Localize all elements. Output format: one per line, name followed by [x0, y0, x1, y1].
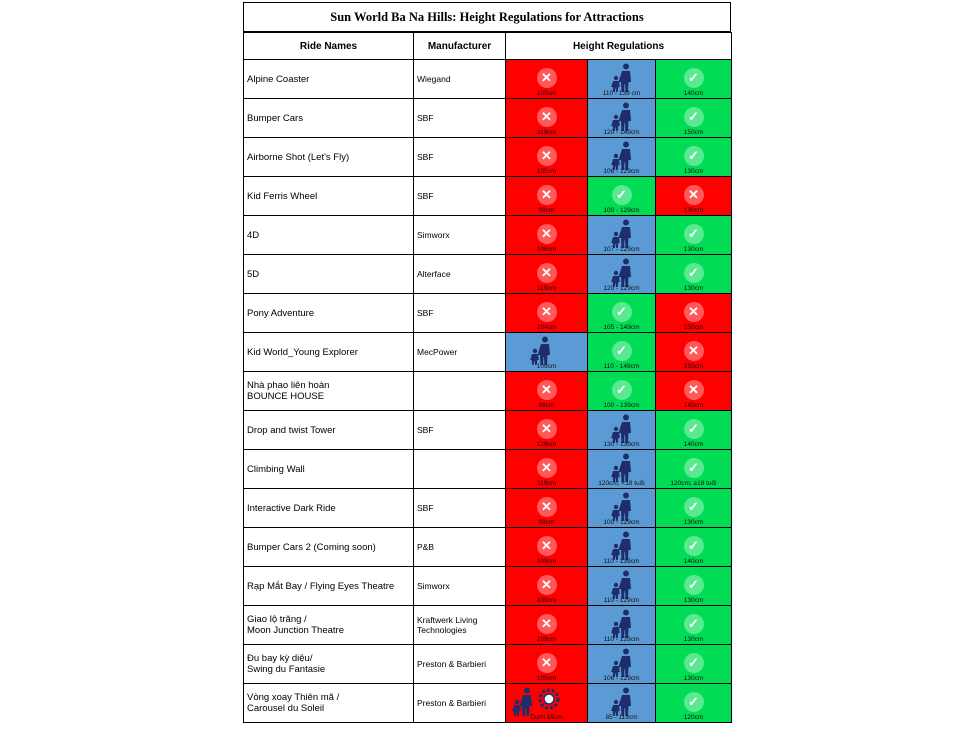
height-label: 140cm	[683, 441, 704, 448]
adult-child-icon	[609, 414, 635, 444]
height-label: 120 - 129cm	[603, 285, 640, 292]
x-icon: ✕	[684, 341, 704, 361]
regulation-cell-red	[506, 606, 588, 645]
ride-name-line: Kid World_Young Explorer	[247, 346, 358, 358]
regulation-cell-green	[656, 489, 732, 528]
regulation-cell-green	[656, 606, 732, 645]
header-row	[244, 33, 732, 60]
check-icon: ✓	[612, 380, 632, 400]
regulation-cell-red	[506, 450, 588, 489]
manufacturer-cell	[414, 60, 506, 99]
ride-name-line-2: BOUNCE HOUSE	[247, 391, 325, 402]
height-label: 110 - 139cm	[603, 558, 640, 565]
ride-name	[244, 372, 414, 411]
manufacturer-cell	[414, 216, 506, 255]
ride-name-line: Rạp Mắt Bay / Flying Eyes Theatre	[247, 580, 395, 592]
height-label: 119cm	[536, 480, 557, 487]
x-icon: ✕	[684, 302, 704, 322]
regulation-cell-red	[506, 684, 588, 723]
manufacturer-line: Preston & Barbieri	[417, 698, 486, 708]
regulations-table	[243, 32, 732, 723]
regulation-cell-blue	[588, 411, 656, 450]
adult-child-icon	[609, 63, 635, 93]
check-icon: ✓	[684, 68, 704, 88]
manufacturer-line: Wiegand	[417, 74, 451, 84]
table-row	[244, 372, 732, 411]
ride-name-line-2: Moon Junction Theatre	[247, 625, 344, 636]
regulation-cell-blue	[588, 606, 656, 645]
regulation-cell-red	[656, 294, 732, 333]
table-row	[244, 255, 732, 294]
height-label: 150cm	[683, 129, 704, 136]
ride-name-line: 5D	[247, 268, 260, 280]
height-label: 106 - 129cm	[603, 675, 640, 682]
regulation-cell-blue	[588, 645, 656, 684]
height-label: 105cm	[536, 675, 557, 682]
check-icon: ✓	[612, 341, 632, 361]
ride-name	[244, 333, 414, 372]
regulation-cell-red	[506, 411, 588, 450]
height-label: Dưới 85cm	[530, 714, 563, 721]
x-icon: ✕	[537, 380, 557, 400]
x-icon: ✕	[684, 185, 704, 205]
manufacturer-cell	[414, 177, 506, 216]
manufacturer-line: Alterface	[417, 269, 451, 279]
ride-name	[244, 60, 414, 99]
regulation-cell-red	[506, 489, 588, 528]
manufacturer-line: SBF	[417, 308, 434, 318]
regulation-cell-blue	[506, 333, 588, 372]
manufacturer-cell	[414, 294, 506, 333]
ride-name-line: Bumper Cars	[247, 112, 303, 124]
adult-child-icon	[609, 609, 635, 639]
manufacturer-cell	[414, 99, 506, 138]
table-row	[244, 99, 732, 138]
x-icon: ✕	[684, 380, 704, 400]
regulation-cell-red	[506, 567, 588, 606]
x-icon: ✕	[537, 575, 557, 595]
height-label: 109cm	[536, 597, 557, 604]
ride-name-line: Pony Adventure	[247, 307, 315, 319]
height-label: 110 - 139 cm	[602, 90, 641, 97]
table-row	[244, 216, 732, 255]
regulation-cell-green	[656, 60, 732, 99]
height-label: 109cm	[536, 90, 557, 97]
height-label: 110 - 149cm	[603, 363, 640, 370]
height-label: 120cm; ≥18 tuổi	[670, 480, 717, 487]
height-label: 130cm	[683, 519, 704, 526]
regulation-cell-red	[506, 294, 588, 333]
ride-name	[244, 216, 414, 255]
height-label: 109cm	[536, 558, 557, 565]
regulation-cell-blue	[588, 60, 656, 99]
height-label: 140cm	[683, 90, 704, 97]
table-row	[244, 684, 732, 723]
adult-child-icon	[609, 453, 635, 483]
ride-name-line: Bumper Cars 2 (Coming soon)	[247, 541, 376, 553]
ride-name-line: Nhà phao liên hoàn	[247, 380, 330, 391]
x-icon: ✕	[537, 146, 557, 166]
adult-child-icon	[528, 336, 554, 366]
regulation-cell-green	[656, 450, 732, 489]
regulation-cell-blue	[588, 684, 656, 723]
manufacturer-line: SBF	[417, 425, 434, 435]
table-row	[244, 645, 732, 684]
regulation-cell-green	[588, 333, 656, 372]
ride-name	[244, 99, 414, 138]
height-label: 110 - 129cm	[603, 636, 640, 643]
check-icon: ✓	[684, 458, 704, 478]
check-icon: ✓	[684, 263, 704, 283]
ride-name-line: Kid Ferris Wheel	[247, 190, 318, 202]
regulation-cell-blue	[588, 450, 656, 489]
manufacturer-cell	[414, 684, 506, 723]
adult-child-icon	[609, 648, 635, 678]
height-label: 107 - 129cm	[603, 246, 640, 253]
ride-name	[244, 294, 414, 333]
manufacturer-cell	[414, 372, 506, 411]
height-regulations-sheet	[243, 2, 731, 723]
height-label: 106cm	[536, 246, 557, 253]
height-label: 100 - 129cm	[603, 519, 640, 526]
regulation-cell-green	[656, 684, 732, 723]
adult-child-icon	[609, 258, 635, 288]
height-label: 120cm; <18 tuổi	[598, 480, 645, 487]
regulation-cell-blue	[588, 489, 656, 528]
adult-child-icon	[609, 219, 635, 249]
x-icon: ✕	[537, 263, 557, 283]
height-label: 100 - 139cm	[603, 402, 640, 409]
ride-name	[244, 489, 414, 528]
table-row	[244, 450, 732, 489]
regulation-cell-red	[506, 372, 588, 411]
check-icon: ✓	[684, 536, 704, 556]
ride-name-line: Alpine Coaster	[247, 73, 310, 85]
height-label: 99cm	[538, 402, 555, 409]
table-row	[244, 489, 732, 528]
height-label: 150cm	[683, 324, 704, 331]
check-icon: ✓	[684, 419, 704, 439]
ride-name-line: Airborne Shot (Let's Fly)	[247, 151, 350, 163]
height-label: 140cm	[683, 402, 704, 409]
regulation-cell-red	[656, 333, 732, 372]
ride-name	[244, 528, 414, 567]
height-label: 109cm	[536, 636, 557, 643]
ride-name	[244, 645, 414, 684]
manufacturer-cell	[414, 528, 506, 567]
manufacturer-line: SBF	[417, 503, 434, 513]
ride-name-line: Interactive Dark Ride	[247, 502, 336, 514]
adult-child-icon	[609, 492, 635, 522]
height-label: 130cm	[683, 597, 704, 604]
x-icon: ✕	[537, 614, 557, 634]
manufacturer-cell	[414, 606, 506, 645]
adult-child-icon	[510, 687, 536, 717]
height-label: 110 - 129cm	[603, 597, 640, 604]
x-icon: ✕	[537, 107, 557, 127]
check-icon: ✓	[684, 692, 704, 712]
regulation-cell-green	[656, 216, 732, 255]
table-row	[244, 294, 732, 333]
height-label: 119cm	[536, 129, 557, 136]
regulation-cell-red	[506, 60, 588, 99]
manufacturer-cell	[414, 567, 506, 606]
x-icon: ✕	[537, 224, 557, 244]
height-label: 130cm	[683, 675, 704, 682]
manufacturer-cell	[414, 138, 506, 177]
manufacturer-cell	[414, 645, 506, 684]
table-row	[244, 567, 732, 606]
manufacturer-cell	[414, 255, 506, 294]
ride-name-line: Vòng xoay Thiên mã /	[247, 692, 340, 703]
regulation-cell-blue	[588, 255, 656, 294]
ride-name-line: 4D	[247, 229, 260, 241]
height-label: 104cm	[536, 324, 557, 331]
regulation-cell-blue	[588, 567, 656, 606]
regulation-cell-red	[656, 177, 732, 216]
height-label: 130cm	[683, 207, 704, 214]
ride-name-line: Giao lộ trăng /	[247, 614, 307, 625]
check-icon: ✓	[684, 653, 704, 673]
table-row	[244, 60, 732, 99]
carousel-icon	[534, 686, 564, 712]
regulation-cell-red	[506, 528, 588, 567]
ride-name	[244, 606, 414, 645]
x-icon: ✕	[537, 458, 557, 478]
height-label: 119cm	[536, 285, 557, 292]
height-label: 99cm	[538, 519, 555, 526]
manufacturer-line: P&B	[417, 542, 435, 552]
regulation-cell-red	[506, 177, 588, 216]
check-icon: ✓	[612, 185, 632, 205]
manufacturer-line: MecPower	[417, 347, 458, 357]
ride-name	[244, 255, 414, 294]
height-label: 109cm	[536, 363, 557, 370]
regulation-cell-red	[506, 138, 588, 177]
manufacturer-line: SBF	[417, 152, 434, 162]
regulation-cell-red	[506, 216, 588, 255]
height-label: 130cm	[683, 285, 704, 292]
manufacturer-line: Preston & Barbieri	[417, 659, 486, 669]
check-icon: ✓	[684, 614, 704, 634]
height-label: 99cm	[538, 207, 555, 214]
ride-name-line: Climbing Wall	[247, 463, 305, 475]
check-icon: ✓	[684, 575, 704, 595]
regulation-cell-green	[656, 645, 732, 684]
x-icon: ✕	[537, 68, 557, 88]
table-row	[244, 333, 732, 372]
manufacturer-line: Kraftwerk Living	[417, 615, 478, 625]
height-label: 130cm	[683, 636, 704, 643]
regulation-cell-red	[506, 255, 588, 294]
height-label: 105 - 149cm	[603, 324, 640, 331]
x-icon: ✕	[537, 419, 557, 439]
height-label: 106 - 129cm	[603, 168, 640, 175]
adult-child-icon	[609, 687, 635, 717]
ride-name-line: Drop and twist Tower	[247, 424, 336, 436]
x-icon: ✕	[537, 185, 557, 205]
table-row	[244, 138, 732, 177]
height-label: 140cm	[683, 558, 704, 565]
ride-name	[244, 567, 414, 606]
regulation-cell-green	[588, 372, 656, 411]
height-label: 105cm	[536, 168, 557, 175]
table-row	[244, 606, 732, 645]
ride-name	[244, 411, 414, 450]
manufacturer-cell	[414, 411, 506, 450]
regulation-cell-green	[656, 528, 732, 567]
regulation-cell-green	[656, 567, 732, 606]
sheet-title: Sun World Ba Na Hills: Height Regulations for Attractions	[243, 2, 731, 32]
ride-name-line-2: Carousel du Soleil	[247, 703, 325, 714]
ride-name-line: Đu bay kỳ diệu/	[247, 653, 313, 664]
header-height-regulations: Height Regulations	[506, 33, 732, 60]
ride-name	[244, 684, 414, 723]
adult-child-icon	[609, 531, 635, 561]
height-label: 120cm	[683, 714, 704, 721]
height-label: 100 - 129cm	[603, 207, 640, 214]
height-label: 129cm	[536, 441, 557, 448]
ride-name	[244, 138, 414, 177]
ride-name	[244, 177, 414, 216]
check-icon: ✓	[684, 497, 704, 517]
ride-name	[244, 450, 414, 489]
manufacturer-cell	[414, 333, 506, 372]
regulation-cell-green	[588, 177, 656, 216]
height-label: 130cm	[683, 168, 704, 175]
manufacturer-line: SBF	[417, 191, 434, 201]
adult-child-icon	[609, 141, 635, 171]
manufacturer-cell	[414, 489, 506, 528]
height-label: 130 - 139cm	[603, 441, 640, 448]
check-icon: ✓	[684, 224, 704, 244]
regulation-cell-green	[656, 255, 732, 294]
check-icon: ✓	[684, 107, 704, 127]
regulation-cell-red	[656, 372, 732, 411]
table-body	[244, 60, 732, 723]
check-icon: ✓	[684, 146, 704, 166]
table-row	[244, 411, 732, 450]
regulation-cell-red	[506, 645, 588, 684]
regulation-cell-blue	[588, 138, 656, 177]
regulation-cell-green	[656, 99, 732, 138]
x-icon: ✕	[537, 653, 557, 673]
header-ride-names: Ride Names	[244, 33, 414, 60]
ride-name-line-2: Swing du Fantasie	[247, 664, 326, 675]
table-row	[244, 177, 732, 216]
manufacturer-line-2: Technologies	[417, 625, 467, 635]
manufacturer-line: SBF	[417, 113, 434, 123]
regulation-cell-green	[588, 294, 656, 333]
manufacturer-line: Simworx	[417, 581, 450, 591]
table-row	[244, 528, 732, 567]
check-icon: ✓	[612, 302, 632, 322]
x-icon: ✕	[537, 302, 557, 322]
regulation-cell-green	[656, 138, 732, 177]
header-manufacturer: Manufacturer	[414, 33, 506, 60]
regulation-cell-blue	[588, 99, 656, 138]
height-label: 130cm	[683, 246, 704, 253]
x-icon: ✕	[537, 536, 557, 556]
regulation-cell-blue	[588, 528, 656, 567]
regulation-cell-green	[656, 411, 732, 450]
height-label: 85 - 119cm	[605, 714, 638, 721]
manufacturer-line: Simworx	[417, 230, 450, 240]
manufacturer-cell	[414, 450, 506, 489]
height-label: 120 - 149cm	[603, 129, 640, 136]
adult-child-icon	[609, 570, 635, 600]
regulation-cell-blue	[588, 216, 656, 255]
x-icon: ✕	[537, 497, 557, 517]
regulation-cell-red	[506, 99, 588, 138]
height-label: 150cm	[683, 363, 704, 370]
adult-child-icon	[609, 102, 635, 132]
